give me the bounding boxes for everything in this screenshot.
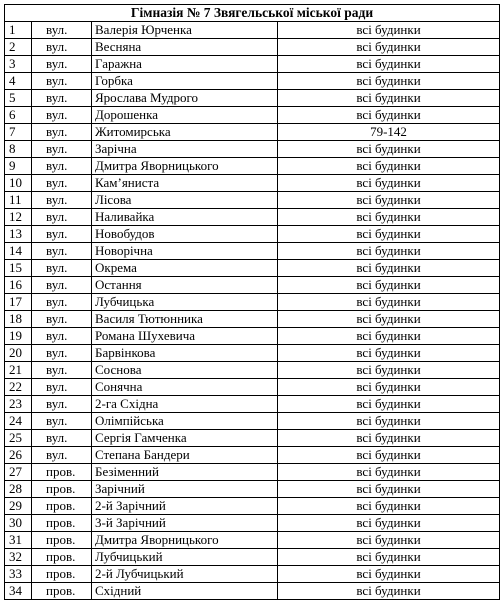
table-row <box>5 379 500 396</box>
row-number: 13 <box>5 226 32 243</box>
row-number: 10 <box>5 175 32 192</box>
house-range: всі будинки <box>278 192 500 209</box>
table-body <box>5 22 500 600</box>
row-number: 16 <box>5 277 32 294</box>
house-range: всі будинки <box>278 311 500 328</box>
row-number: 3 <box>5 56 32 73</box>
street-name: Барвінкова <box>92 345 278 362</box>
house-range: всі будинки <box>278 22 500 39</box>
table-row <box>5 124 500 141</box>
table-row <box>5 396 500 413</box>
street-name: Гаражна <box>92 56 278 73</box>
street-type: вул. <box>32 158 92 175</box>
street-type: вул. <box>32 260 92 277</box>
table-row <box>5 345 500 362</box>
house-range: всі будинки <box>278 413 500 430</box>
row-number: 25 <box>5 430 32 447</box>
street-name: Остання <box>92 277 278 294</box>
house-range: всі будинки <box>278 226 500 243</box>
row-number: 6 <box>5 107 32 124</box>
table-row <box>5 90 500 107</box>
street-type: вул. <box>32 294 92 311</box>
table-row <box>5 498 500 515</box>
house-range: всі будинки <box>278 141 500 158</box>
table-row <box>5 226 500 243</box>
house-range: всі будинки <box>278 396 500 413</box>
street-type: пров. <box>32 566 92 583</box>
row-number: 27 <box>5 464 32 481</box>
house-range: всі будинки <box>278 583 500 600</box>
street-type: вул. <box>32 175 92 192</box>
table-row <box>5 311 500 328</box>
street-type: вул. <box>32 413 92 430</box>
street-type: вул. <box>32 396 92 413</box>
street-name: Новобудов <box>92 226 278 243</box>
house-range: всі будинки <box>278 294 500 311</box>
table-row <box>5 515 500 532</box>
street-name: Весняна <box>92 39 278 56</box>
street-name: Лубчицька <box>92 294 278 311</box>
street-name: Соснова <box>92 362 278 379</box>
street-name: Горбка <box>92 73 278 90</box>
street-name: Східний <box>92 583 278 600</box>
street-type: вул. <box>32 209 92 226</box>
row-number: 4 <box>5 73 32 90</box>
street-name: Сонячна <box>92 379 278 396</box>
row-number: 9 <box>5 158 32 175</box>
row-number: 11 <box>5 192 32 209</box>
street-type: вул. <box>32 447 92 464</box>
table-row <box>5 141 500 158</box>
table-row <box>5 294 500 311</box>
row-number: 8 <box>5 141 32 158</box>
street-type: вул. <box>32 22 92 39</box>
table-row <box>5 362 500 379</box>
house-range: 79-142 <box>278 124 500 141</box>
street-list-table <box>4 4 500 600</box>
row-number: 5 <box>5 90 32 107</box>
table-title: Гімназія № 7 Звягельської міської ради <box>5 5 500 22</box>
street-type: пров. <box>32 515 92 532</box>
street-name: Кам’яниста <box>92 175 278 192</box>
row-number: 21 <box>5 362 32 379</box>
table-row <box>5 549 500 566</box>
house-range: всі будинки <box>278 549 500 566</box>
row-number: 14 <box>5 243 32 260</box>
street-type: вул. <box>32 107 92 124</box>
row-number: 2 <box>5 39 32 56</box>
street-name: Дмитра Яворницького <box>92 532 278 549</box>
row-number: 22 <box>5 379 32 396</box>
house-range: всі будинки <box>278 345 500 362</box>
row-number: 19 <box>5 328 32 345</box>
table-row <box>5 532 500 549</box>
table-row <box>5 481 500 498</box>
street-type: вул. <box>32 56 92 73</box>
street-name: Житомирська <box>92 124 278 141</box>
street-name: Сергія Гамченка <box>92 430 278 447</box>
table-header-row <box>5 5 500 22</box>
street-name: Василя Тютюнника <box>92 311 278 328</box>
street-name: Олімпійська <box>92 413 278 430</box>
street-type: вул. <box>32 192 92 209</box>
street-name: Новорічна <box>92 243 278 260</box>
house-range: всі будинки <box>278 362 500 379</box>
street-type: пров. <box>32 583 92 600</box>
house-range: всі будинки <box>278 260 500 277</box>
street-name: Дмитра Яворницького <box>92 158 278 175</box>
house-range: всі будинки <box>278 447 500 464</box>
street-name: 2-га Східна <box>92 396 278 413</box>
street-type: вул. <box>32 430 92 447</box>
row-number: 34 <box>5 583 32 600</box>
street-name: Дорошенка <box>92 107 278 124</box>
table-row <box>5 447 500 464</box>
row-number: 26 <box>5 447 32 464</box>
table-row <box>5 39 500 56</box>
row-number: 33 <box>5 566 32 583</box>
street-type: вул. <box>32 141 92 158</box>
street-name: 2-й Лубчицький <box>92 566 278 583</box>
street-name: Романа Шухевича <box>92 328 278 345</box>
house-range: всі будинки <box>278 73 500 90</box>
house-range: всі будинки <box>278 277 500 294</box>
street-name: Безіменний <box>92 464 278 481</box>
table-row <box>5 175 500 192</box>
street-name: Зарічний <box>92 481 278 498</box>
table-row <box>5 107 500 124</box>
row-number: 20 <box>5 345 32 362</box>
house-range: всі будинки <box>278 481 500 498</box>
row-number: 1 <box>5 22 32 39</box>
house-range: всі будинки <box>278 90 500 107</box>
street-type: вул. <box>32 124 92 141</box>
house-range: всі будинки <box>278 158 500 175</box>
house-range: всі будинки <box>278 566 500 583</box>
row-number: 32 <box>5 549 32 566</box>
street-type: вул. <box>32 362 92 379</box>
table-row <box>5 430 500 447</box>
street-type: вул. <box>32 90 92 107</box>
house-range: всі будинки <box>278 430 500 447</box>
street-type: пров. <box>32 498 92 515</box>
table-row <box>5 243 500 260</box>
house-range: всі будинки <box>278 175 500 192</box>
street-type: пров. <box>32 464 92 481</box>
street-type: вул. <box>32 328 92 345</box>
table-row <box>5 328 500 345</box>
street-type: пров. <box>32 481 92 498</box>
table-row <box>5 566 500 583</box>
row-number: 12 <box>5 209 32 226</box>
house-range: всі будинки <box>278 39 500 56</box>
street-name: Валерія Юрченка <box>92 22 278 39</box>
street-type: вул. <box>32 226 92 243</box>
row-number: 18 <box>5 311 32 328</box>
street-type: вул. <box>32 345 92 362</box>
street-type: вул. <box>32 73 92 90</box>
table-row <box>5 260 500 277</box>
table-row <box>5 192 500 209</box>
house-range: всі будинки <box>278 498 500 515</box>
house-range: всі будинки <box>278 515 500 532</box>
street-type: вул. <box>32 277 92 294</box>
row-number: 31 <box>5 532 32 549</box>
row-number: 24 <box>5 413 32 430</box>
street-type: пров. <box>32 532 92 549</box>
street-type: вул. <box>32 311 92 328</box>
table-row <box>5 73 500 90</box>
street-name: Ярослава Мудрого <box>92 90 278 107</box>
table-row <box>5 413 500 430</box>
table-row <box>5 583 500 600</box>
street-name: Наливайка <box>92 209 278 226</box>
table-row <box>5 56 500 73</box>
table-row <box>5 209 500 226</box>
street-type: вул. <box>32 243 92 260</box>
street-name: 3-й Зарічний <box>92 515 278 532</box>
house-range: всі будинки <box>278 56 500 73</box>
row-number: 29 <box>5 498 32 515</box>
street-name: Окрема <box>92 260 278 277</box>
street-name: 2-й Зарічний <box>92 498 278 515</box>
street-name: Лубчицький <box>92 549 278 566</box>
house-range: всі будинки <box>278 328 500 345</box>
row-number: 15 <box>5 260 32 277</box>
house-range: всі будинки <box>278 532 500 549</box>
street-type: пров. <box>32 549 92 566</box>
street-name: Зарічна <box>92 141 278 158</box>
row-number: 30 <box>5 515 32 532</box>
house-range: всі будинки <box>278 209 500 226</box>
table-row <box>5 22 500 39</box>
row-number: 17 <box>5 294 32 311</box>
street-name: Лісова <box>92 192 278 209</box>
street-name: Степана Бандери <box>92 447 278 464</box>
row-number: 7 <box>5 124 32 141</box>
street-type: вул. <box>32 39 92 56</box>
row-number: 23 <box>5 396 32 413</box>
table-row <box>5 277 500 294</box>
house-range: всі будинки <box>278 464 500 481</box>
house-range: всі будинки <box>278 243 500 260</box>
house-range: всі будинки <box>278 107 500 124</box>
street-type: вул. <box>32 379 92 396</box>
house-range: всі будинки <box>278 379 500 396</box>
table-row <box>5 158 500 175</box>
table-row <box>5 464 500 481</box>
row-number: 28 <box>5 481 32 498</box>
